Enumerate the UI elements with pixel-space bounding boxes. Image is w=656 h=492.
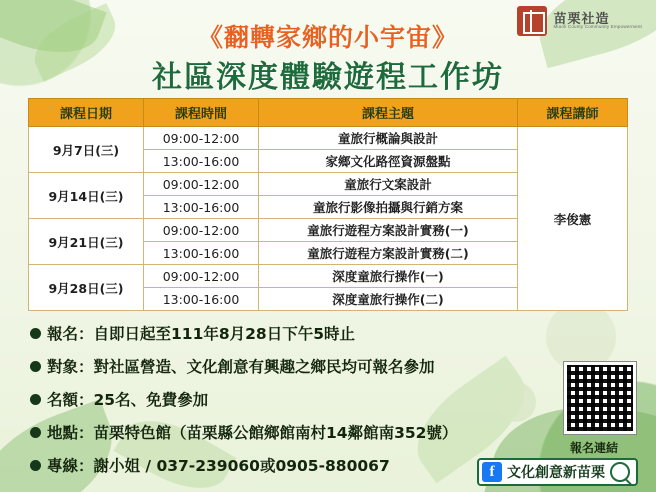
column-header-date: 課程日期 xyxy=(29,99,144,127)
column-header-topic: 課程主題 xyxy=(259,99,518,127)
bullet-icon xyxy=(30,328,41,339)
schedule-table xyxy=(28,98,628,311)
cell-topic: 童旅行遊程方案設計實務(二) xyxy=(259,242,518,265)
column-header-lecturer: 課程講師 xyxy=(518,99,628,127)
info-text: 名額：25名、免費參加 xyxy=(47,391,209,409)
logo-name-en: Miaoli County Community Empowerment xyxy=(553,24,642,30)
cell-topic: 深度童旅行操作(一) xyxy=(259,265,518,288)
qr-caption: 報名連結 xyxy=(569,441,618,455)
column-header-time: 課程時間 xyxy=(144,99,259,127)
page-title: 社區深度體驗遊程工作坊 xyxy=(152,60,504,95)
cell-time: 13:00-16:00 xyxy=(144,288,259,311)
cell-topic: 童旅行遊程方案設計實務(一) xyxy=(259,219,518,242)
cell-lecturer: 李俊憲 xyxy=(518,127,628,311)
cell-time: 13:00-16:00 xyxy=(144,150,259,173)
facebook-icon: f xyxy=(482,462,502,482)
info-item-quota xyxy=(30,388,570,410)
bullet-icon xyxy=(30,394,41,405)
info-item-audience xyxy=(30,355,570,377)
bullet-icon xyxy=(30,427,41,438)
table-header-row xyxy=(29,99,628,127)
cell-time: 13:00-16:00 xyxy=(144,196,259,219)
info-item-registration xyxy=(30,322,570,344)
cell-time: 09:00-12:00 xyxy=(144,219,259,242)
cell-time: 09:00-12:00 xyxy=(144,265,259,288)
info-item-location xyxy=(30,421,570,443)
search-icon[interactable] xyxy=(610,462,630,482)
cell-time: 13:00-16:00 xyxy=(144,242,259,265)
cell-date: 9月21日(三) xyxy=(29,219,144,265)
info-text: 報名：自即日起至111年8月28日下午5時止 xyxy=(47,325,355,343)
bullet-icon xyxy=(30,361,41,372)
logo-name-cn: 苗栗社造 xyxy=(553,10,610,26)
cell-topic: 深度童旅行操作(二) xyxy=(259,288,518,311)
cell-topic: 家鄉文化路徑資源盤點 xyxy=(259,150,518,173)
info-text: 對象：對社區營造、文化創意有興趣之鄉民均可報名參加 xyxy=(47,358,435,376)
cell-topic: 童旅行文案設計 xyxy=(259,173,518,196)
facebook-page-name: 文化創意新苗栗 xyxy=(507,465,605,481)
cell-date: 9月14日(三) xyxy=(29,173,144,219)
cell-time: 09:00-12:00 xyxy=(144,127,259,150)
table-row xyxy=(29,127,628,150)
facebook-link[interactable] xyxy=(477,458,638,486)
bullet-icon xyxy=(30,460,41,471)
cell-topic: 童旅行概論與設計 xyxy=(259,127,518,150)
cell-date: 9月28日(三) xyxy=(29,265,144,311)
info-text: 專線：謝小姐 / 037-239060或0905-880067 xyxy=(47,457,390,475)
qr-code[interactable] xyxy=(564,362,636,434)
cell-time: 09:00-12:00 xyxy=(144,173,259,196)
poster-subtitle: 《翻轉家鄉的小宇宙》 xyxy=(197,23,458,52)
cell-topic: 童旅行影像拍攝與行銷方案 xyxy=(259,196,518,219)
info-text: 地點：苗栗特色館（苗栗縣公館鄉館南村14鄰館南352號） xyxy=(47,424,458,442)
cell-date: 9月7日(三) xyxy=(29,127,144,173)
